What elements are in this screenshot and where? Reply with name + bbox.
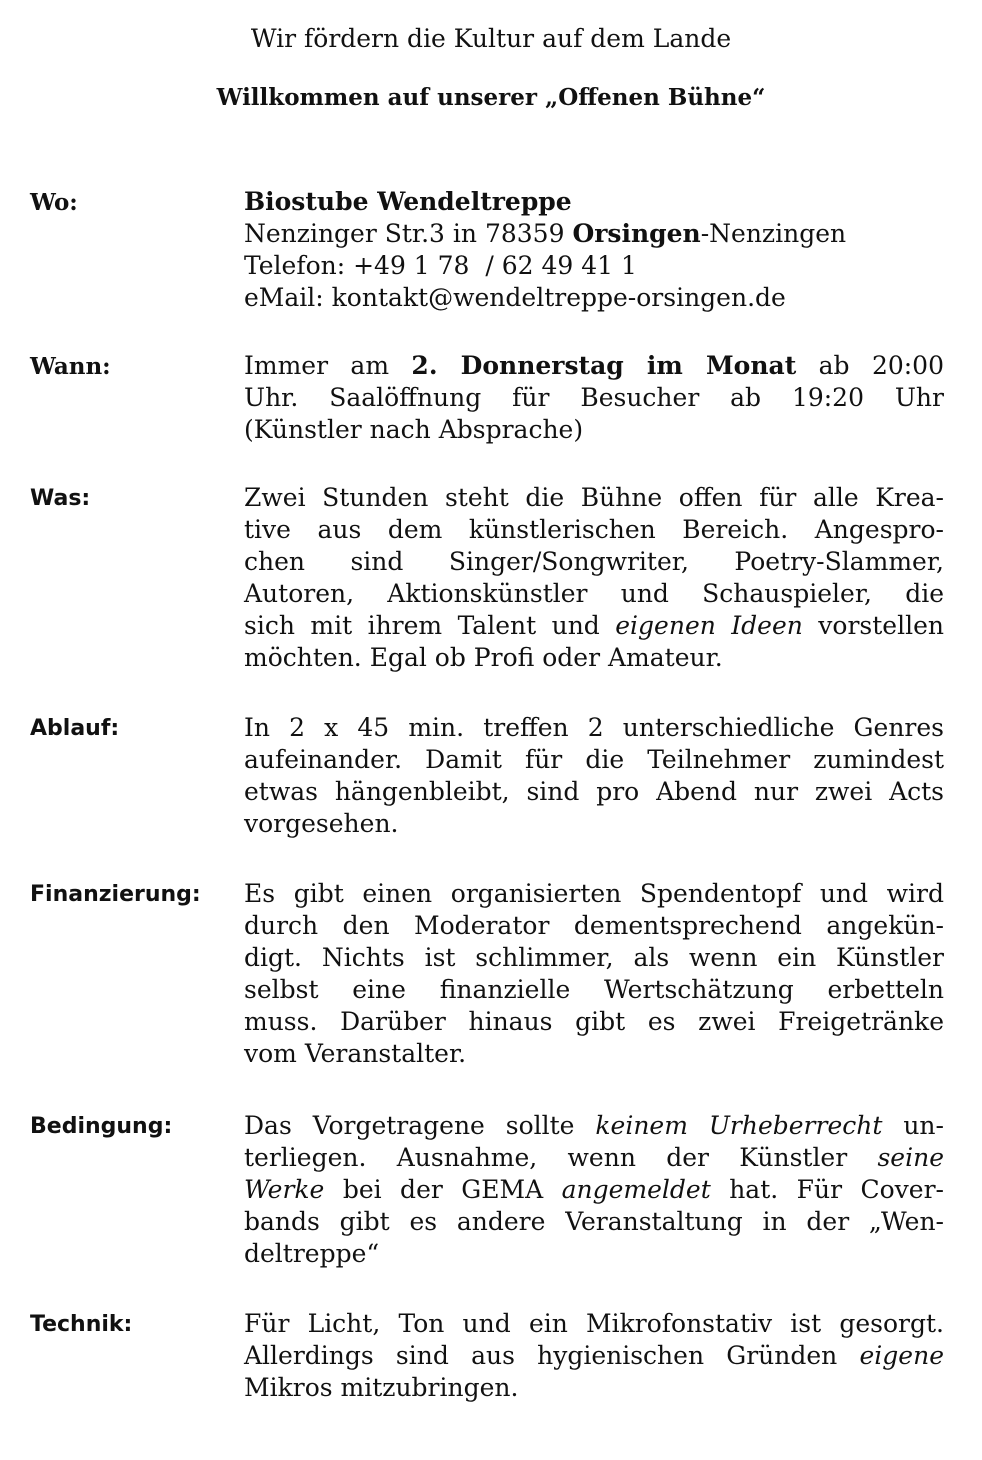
address-town: Orsingen bbox=[572, 219, 701, 248]
wann-line-3: (Künstler nach Absprache) bbox=[244, 415, 584, 444]
venue-email: eMail: kontakt@wendeltreppe-orsingen.de bbox=[244, 283, 786, 312]
label-ablauf: Ablauf: bbox=[30, 716, 120, 741]
content-technik bbox=[244, 1308, 944, 1404]
wann-text: Immer am bbox=[244, 351, 412, 380]
finanzierung-line-1: Es gibt einen organisierten Spendentopf und wird bbox=[244, 879, 944, 908]
ablauf-line-4: vorgesehen. bbox=[244, 809, 399, 838]
label-wann: Wann: bbox=[30, 353, 111, 380]
bedingung-text: Das Vorgetragene sollte bbox=[244, 1111, 596, 1140]
bedingung-text-3: bei der GEMA bbox=[324, 1175, 562, 1204]
content-bedingung bbox=[244, 1110, 944, 1270]
wann-time: ab 20:00 bbox=[796, 351, 944, 380]
was-text-end: vorstellen bbox=[802, 611, 944, 640]
venue-name-text: Biostube Wendeltreppe bbox=[244, 187, 572, 216]
address-district: -Nenzingen bbox=[700, 219, 847, 248]
was-line-1: Zwei Stunden steht die Bühne offen für alle Krea- bbox=[244, 483, 944, 512]
technik-line-2 bbox=[244, 1340, 944, 1372]
wann-line-2: Uhr. Saalöffnung für Besucher ab 19:20 Uhr bbox=[244, 383, 944, 412]
venue-address bbox=[244, 218, 944, 250]
welcome-heading: Willkommen auf unserer „Offenen Bühne“ bbox=[216, 84, 766, 111]
bedingung-italic-1: keinem Urheberrecht bbox=[595, 1111, 883, 1140]
ablauf-line-3: etwas hängenbleibt, sind pro Abend nur zwei Acts bbox=[244, 777, 944, 806]
label-technik: Technik: bbox=[30, 1312, 133, 1337]
content-was bbox=[244, 482, 944, 674]
bedingung-line-1 bbox=[244, 1110, 944, 1142]
finanzierung-line-5: muss. Darüber hinaus gibt es zwei Freigetränke bbox=[244, 1007, 944, 1036]
label-finanzierung: Finanzierung: bbox=[30, 882, 201, 907]
bedingung-italic-4: angemeldet bbox=[561, 1175, 711, 1204]
finanzierung-line-6: vom Veranstalter. bbox=[244, 1039, 467, 1068]
content-wann bbox=[244, 350, 944, 446]
bedingung-text-2: terliegen. Ausnahme, wenn der Künstler bbox=[244, 1143, 878, 1172]
address-street: Nenzinger Str.3 in 78359 bbox=[244, 219, 573, 248]
bedingung-text-end: un- bbox=[882, 1111, 944, 1140]
finanzierung-line-2: durch den Moderator dementsprechend angekün- bbox=[244, 911, 944, 940]
was-line-2: tive aus dem künstlerischen Bereich. Angespro- bbox=[244, 515, 944, 544]
finanzierung-line-3: digt. Nichts ist schlimmer, als wenn ein Künstler bbox=[244, 943, 944, 972]
technik-line-3: Mikros mitzubringen. bbox=[244, 1373, 519, 1402]
bedingung-line-4: bands gibt es andere Veranstaltung in der „Wen- bbox=[244, 1207, 944, 1236]
was-italic: eigenen Ideen bbox=[615, 611, 803, 640]
finanzierung-line-4: selbst eine finanzielle Wertschätzung erbetteln bbox=[244, 975, 944, 1004]
technik-italic: eigene bbox=[859, 1341, 944, 1370]
bedingung-line-3 bbox=[244, 1174, 944, 1206]
wann-line-1 bbox=[244, 350, 944, 382]
wann-date: 2. Donnerstag im Monat bbox=[411, 351, 797, 380]
technik-text: Allerdings sind aus hygienischen Gründen bbox=[244, 1341, 860, 1370]
ablauf-line-2: aufeinander. Damit für die Teilnehmer zumindest bbox=[244, 745, 944, 774]
ablauf-line-1: In 2 x 45 min. treffen 2 unterschiedliche Genres bbox=[244, 713, 944, 742]
venue-name bbox=[244, 186, 944, 218]
bedingung-italic-2: seine bbox=[877, 1143, 944, 1172]
technik-line-1: Für Licht, Ton und ein Mikrofonstativ ist gesorgt. bbox=[244, 1309, 944, 1338]
was-line-6: möchten. Egal ob Profi oder Amateur. bbox=[244, 643, 723, 672]
bedingung-text-3-end: hat. Für Cover- bbox=[710, 1175, 945, 1204]
tagline: Wir fördern die Kultur auf dem Lande bbox=[250, 24, 732, 53]
bedingung-line-2 bbox=[244, 1142, 944, 1174]
label-bedingung: Bedingung: bbox=[30, 1114, 173, 1139]
was-text: sich mit ihrem Talent und bbox=[244, 611, 616, 640]
was-line-4: Autoren, Aktionskünstler und Schauspieler, die bbox=[244, 579, 944, 608]
bedingung-line-5: deltreppe“ bbox=[244, 1239, 380, 1268]
was-line-5 bbox=[244, 610, 944, 642]
content-finanzierung bbox=[244, 878, 944, 1070]
was-line-3: chen sind Singer/Songwriter, Poetry-Slammer, bbox=[244, 547, 944, 576]
label-wo: Wo: bbox=[30, 189, 78, 216]
venue-phone: Telefon: +49 1 78 / 62 49 41 1 bbox=[244, 251, 637, 280]
label-was: Was: bbox=[30, 486, 91, 511]
bedingung-italic-3: Werke bbox=[244, 1175, 325, 1204]
content-ablauf bbox=[244, 712, 944, 840]
content-wo bbox=[244, 186, 944, 314]
